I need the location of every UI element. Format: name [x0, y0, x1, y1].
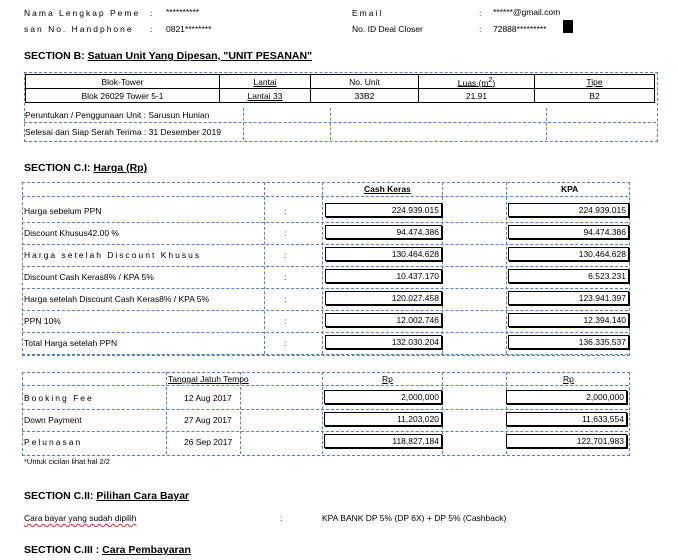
- col-no-unit: No. Unit: [311, 75, 419, 89]
- price-header-row: [22, 182, 628, 197]
- cell-no-unit: 33B2: [311, 89, 419, 103]
- sched-col-rp1: Rp: [382, 374, 393, 384]
- redaction-block: [563, 20, 573, 33]
- price-kpa-value: 224.939.015: [508, 203, 629, 217]
- col-lantai: Lantai: [220, 75, 311, 89]
- price-row-label: Discount Khusus42.00 %: [24, 228, 119, 238]
- payment-method-label: Cara bayar yang sudah dipilih: [24, 513, 137, 523]
- price-kpa-value: 6.523.231: [508, 269, 629, 283]
- schedule-row-date: 27 Aug 2017: [184, 415, 232, 425]
- price-col-kpa: KPA: [561, 184, 579, 194]
- price-row-label: Harga setelah Discount Khusus: [24, 250, 202, 260]
- price-kpa-value: 123.941.397: [508, 291, 629, 305]
- phone-colon: :: [150, 24, 153, 34]
- schedule-header-row: [22, 372, 628, 386]
- unit-table-row: [26, 89, 655, 103]
- price-row-colon: :: [284, 228, 287, 238]
- id-value: 72888*********: [493, 24, 547, 34]
- phone-label: san No. Handphone: [24, 24, 134, 34]
- schedule-cash-value: 11,203,020: [324, 412, 442, 426]
- sched-col-date: Tanggal Jatuh Tempo: [168, 374, 249, 384]
- schedule-row-label: Booking Fee: [24, 393, 94, 403]
- price-row-label: Harga sebelum PPN: [24, 206, 102, 216]
- schedule-row-date: 12 Aug 2017: [184, 393, 232, 403]
- schedule-row-label: Pelunasan: [24, 437, 83, 447]
- price-cash-value: 132.030.204: [325, 335, 442, 349]
- name-value: **********: [166, 7, 200, 17]
- price-row-colon: :: [284, 272, 287, 282]
- id-colon: :: [479, 24, 482, 34]
- schedule-cash-value: 2,000,000: [324, 390, 442, 404]
- price-cash-value: 224.939.015: [325, 203, 442, 217]
- col-luas-close: ): [492, 77, 496, 88]
- cell-lantai: Lantai 33: [220, 89, 311, 103]
- section-b-title: Satuan Unit Yang Dipesan, "UNIT PESANAN": [87, 50, 313, 62]
- price-row-label: Total Harga setelah PPN: [24, 338, 118, 348]
- schedule-row-label: Down Payment: [24, 415, 82, 425]
- payment-method-value: KPA BANK DP 5% (DP 6X) + DP 5% (Cashback): [322, 513, 507, 523]
- price-cash-value: 120.027.458: [325, 291, 442, 305]
- phone-value: 0821********: [166, 24, 212, 34]
- cell-luas: 21.91: [419, 89, 535, 103]
- schedule-kpa-value: 122,701,983: [506, 434, 627, 448]
- schedule-row-date: 26 Sep 2017: [184, 437, 233, 447]
- id-label: No. ID Deal Closer: [352, 24, 423, 34]
- b-divider-1: [243, 108, 244, 140]
- section-cii-prefix: SECTION C.II:: [24, 490, 97, 502]
- handover-text: Selesai dan Siap Serah Terima : 31 Desember 2019: [25, 127, 221, 137]
- name-colon: :: [150, 8, 153, 18]
- name-label: Nama Lengkap Peme: [24, 8, 141, 18]
- cell-tipe: B2: [535, 89, 655, 103]
- price-kpa-value: 130.464.628: [508, 247, 629, 261]
- schedule-kpa-value: 2,000,000: [506, 390, 627, 404]
- unit-table-header: [26, 75, 655, 89]
- cell-blok-tower: Blok 26029 Tower 5-1: [26, 89, 220, 103]
- price-kpa-value: 94.474.386: [508, 225, 629, 239]
- col-luas: [419, 75, 535, 89]
- email-colon: :: [479, 8, 482, 18]
- price-col-cash: Cash Keras: [364, 184, 411, 194]
- section-ciii-prefix: SECTION C.III :: [24, 544, 103, 556]
- price-row-label: Harga setelah Discount Cash Keras8% / KPA 5%: [24, 294, 210, 304]
- price-row-colon: :: [284, 206, 287, 216]
- purpose-text: Peruntukan / Penggunaan Unit : Sarusun Hunian: [25, 110, 210, 120]
- section-ciii-title: Cara Pembayaran: [102, 544, 191, 556]
- col-blok-tower: Blok-Tower: [26, 75, 220, 89]
- price-kpa-value: 136.335.537: [508, 335, 629, 349]
- sched-col-rp2: Rp: [563, 374, 574, 384]
- schedule-cash-value: 118,827,184: [324, 434, 442, 448]
- payment-method-colon: :: [280, 513, 283, 523]
- price-row-label: PPN 10%: [24, 316, 61, 326]
- col-luas-sup: 2: [488, 75, 493, 84]
- b-divider-3: [546, 108, 547, 140]
- price-row-label: Discount Cash Keras8% / KPA 5%: [24, 272, 154, 282]
- col-tipe: Tipe: [535, 75, 655, 89]
- price-row-colon: :: [284, 338, 287, 348]
- section-cii-title: Pilihan Cara Bayar: [96, 490, 190, 502]
- section-ci-title: Harga (Rp): [93, 162, 148, 174]
- price-cash-value: 94.474.386: [325, 225, 442, 239]
- price-row-colon: :: [284, 294, 287, 304]
- price-row-colon: :: [284, 316, 287, 326]
- col-luas-label: Luas (m: [457, 77, 489, 88]
- section-cii-heading: [24, 490, 189, 502]
- schedule-kpa-value: 11,633,554: [506, 412, 627, 426]
- price-kpa-value: 12.394.140: [508, 313, 629, 327]
- section-ci-prefix: SECTION C.I:: [24, 162, 94, 174]
- price-row-colon: :: [284, 250, 287, 260]
- price-cash-value: 10.437.170: [325, 269, 442, 283]
- section-ci-heading: [24, 162, 147, 174]
- price-cash-value: 130.464.628: [325, 247, 442, 261]
- schedule-note: *Untuk cicilan lihat hal 2/2: [24, 457, 110, 466]
- email-label: Email: [352, 8, 384, 18]
- price-cash-value: 12.002.746: [325, 313, 442, 327]
- section-b-prefix: SECTION B:: [24, 50, 88, 62]
- unit-table: [25, 74, 655, 103]
- section-b-heading: [24, 50, 312, 62]
- email-value: ******@gmail.com: [493, 7, 561, 17]
- section-ciii-heading: [24, 544, 191, 556]
- b-divider-2: [330, 108, 331, 140]
